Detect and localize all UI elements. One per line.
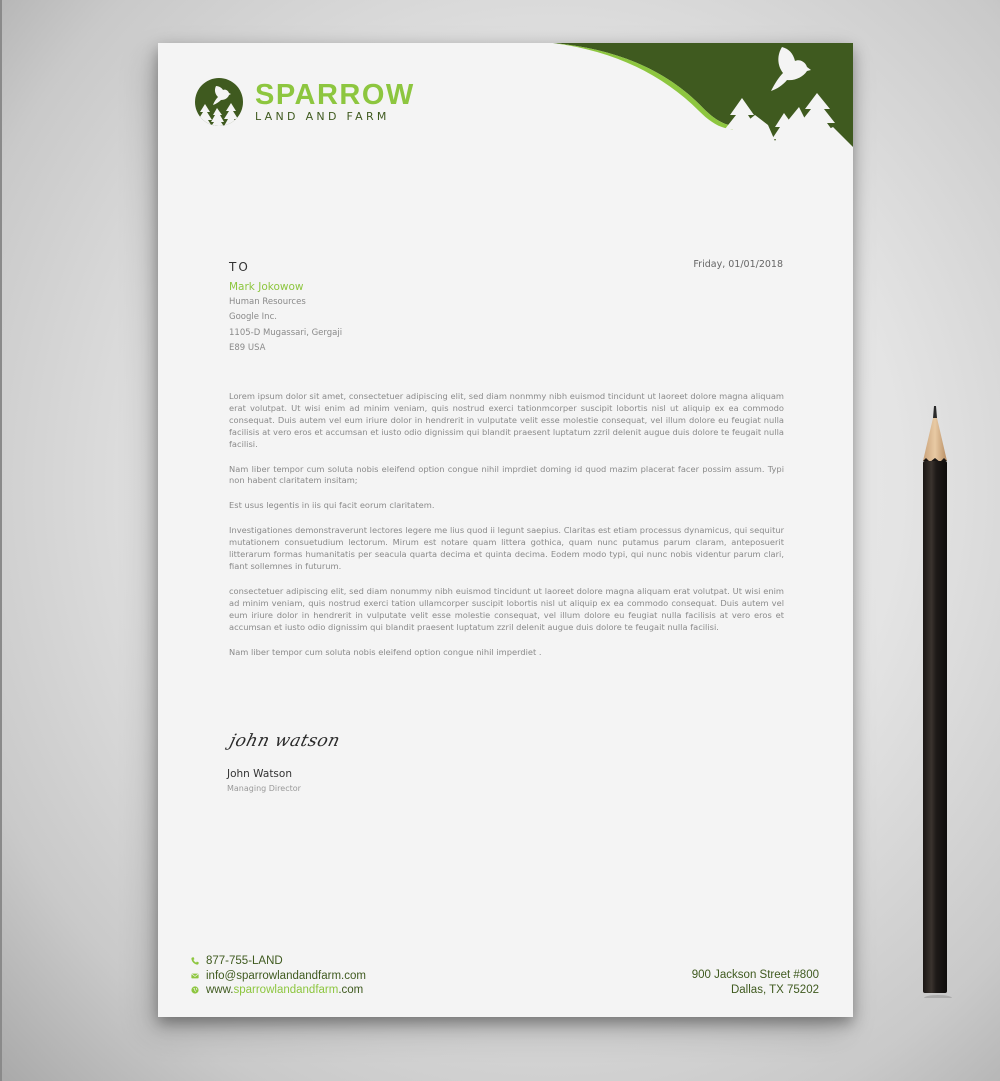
body-paragraph: Nam liber tempor cum soluta nobis eleifend option congue nihil imperdiet . [229,646,542,657]
handwritten-signature: john watson [227,731,343,751]
pencil-icon [918,406,952,998]
bird-over-pine-trees-circle-icon [195,78,243,126]
letter-date: Friday, 01/01/2018 [693,259,783,270]
logo-subtitle: LAND AND FARM [255,109,390,123]
letterhead-paper [158,43,853,1017]
recipient-name: Mark Jokowow [229,281,304,293]
body-paragraph: Est usus legentis in iis qui facit eorum claritatem. [229,500,435,511]
envelope-icon [191,972,199,980]
body-paragraph: consectetuer adipiscing elit, sed diam nonummy nibh euismod tincidunt ut laoreet dolore magna aliquam erat volutpat. Ut wisi enim ad minim veniam, quis nostrud exerci tation ullamcorper suscipit lobortis nisl ut aliquip ex ea commodo consequat. Duis autem vel eum iriure dolor in hendrerit in vulputate velit esse molestie consequat, vel illum dolore eu feugiat nulla facilisis at vero eros et accumsan et iusto odio dignissim qui blandit praesent luptatum zzril delenit augue duis dolore te feugait nulla facilisi. [229,585,784,632]
address-street: 900 Jackson Street #800 [691,969,819,981]
background-edge [0,0,2,1081]
website-suffix: .com [338,984,364,997]
contact-phone [191,954,366,969]
phone-number[interactable]: 877-755-LAND [206,955,283,968]
address-city: Dallas, TX 75202 [730,984,819,996]
recipient-country: E89 USA [229,342,266,353]
email-link[interactable]: info@sparrowlandandfarm.com [206,969,366,982]
body-paragraph: Lorem ipsum dolor sit amet, consectetuer adipiscing elit, sed diam nonmmy nibh euismod tincidunt ut laoreet dolore magna aliquam erat volutpat. Ut wisi enim ad minim veniam, quis nostrud exerci tationmcorper suscipit lobortis nisl ut aliquip ex ea commodo consequat. Duis autem vel eum iriure dolor in hendrerit in vulputate velit esse molestie consequat, vel illum dolore eu feugiat nulla facilisis at vero eros et accumsan et iusto odio dignissim qui blandit praesent luptatum zzril delenit augue duis dolore te feugait nulla facilisi. [229,391,784,449]
globe-icon [191,986,199,994]
signer-name: John Watson [227,768,292,780]
website-domain: sparrowlandandfarm [233,984,339,997]
phone-icon [191,957,199,965]
recipient-block [229,280,342,356]
letter-body [229,391,784,671]
company-logo [195,78,415,126]
body-paragraph: Nam liber tempor cum soluta nobis eleifend option congue nihil imprdiet doming id quod mazim placerat facer possim assum. Typi non habent claritatem insitam; [229,463,784,486]
header-forest-swoosh [553,43,853,161]
recipient-company: Google Inc. [229,312,277,323]
recipient-street: 1105-D Mugassari, Gergaji [229,327,343,338]
logo-title: SPARROW [255,78,415,111]
body-paragraph: Investigationes demonstraverunt lectores legere me lius quod ii legunt saepius. Claritas est etiam processus dynamicus, qui sequitur mutationem consuetudium lectorum. Mirum est notare quam littera gothica, quam nunc putamus parum claram, anteposuerit litterarum formas humanitatis per seacula quarta decima et quinta decima. Eodem modo typi, qui nunc nobis videntur parum clari, fiant sollemnes in futurum. [229,525,784,571]
footer-contacts [191,954,366,998]
contact-website [191,983,366,998]
signer-title: Managing Director [227,784,301,793]
footer-address [692,968,819,998]
to-label: TO [229,260,250,274]
recipient-department: Human Resources [229,297,306,307]
contact-email [191,969,366,984]
website-link[interactable] [206,984,363,996]
website-prefix: www. [206,984,234,997]
